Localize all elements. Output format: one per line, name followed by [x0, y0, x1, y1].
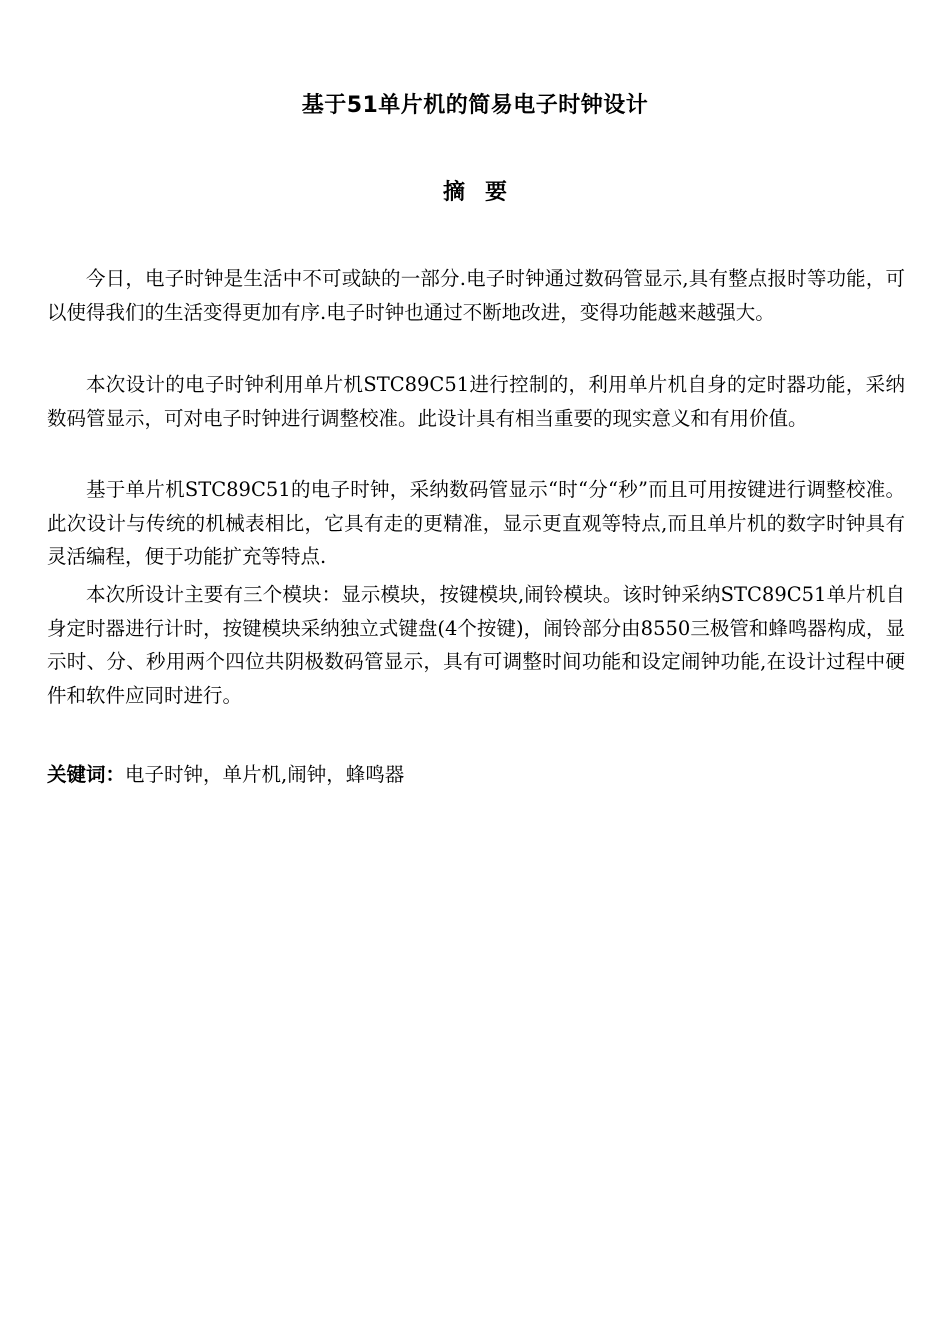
keywords-label: 关键词： [47, 763, 126, 786]
abstract-paragraph-1: 今日，电子时钟是生活中不可或缺的一部分.电子时钟通过数码管显示,具有整点报时等功能，可以使得我们的生活变得更加有序.电子时钟也通过不断地改进，变得功能越来越强大。 [47, 267, 905, 324]
document-title: 基于51单片机的简易电子时钟设计 [301, 93, 649, 118]
keywords-text: 电子时钟，单片机,闹钟，蜂鸣器 [125, 763, 405, 786]
abstract-paragraph-4: 本次所设计主要有三个模块：显示模块，按键模块,闹铃模块。该时钟采纳STC89C51单片机自身定时器进行计时，按键模块采纳独立式键盘(4个按键)，闹铃部分由8550三极管和蜂鸣器构成，显示时、分、秒用两个四位共阴极数码管显示，具有可调整时间功能和设定闹钟功能,在设计过程中硬件和软件应同时进行。 [47, 583, 905, 707]
abstract-heading: 摘要 [442, 180, 527, 205]
abstract-paragraph-2: 本次设计的电子时钟利用单片机STC89C51进行控制的，利用单片机自身的定时器功能，采纳数码管显示，可对电子时钟进行调整校准。此设计具有相当重要的现实意义和有用价值。 [47, 373, 905, 430]
abstract-paragraph-3: 基于单片机STC89C51的电子时钟，采纳数码管显示“时“分“秒”而且可用按键进行调整校准。此次设计与传统的机械表相比，它具有走的更精准，显示更直观等特点,而且单片机的数字时钟具有灵活编程，便于功能扩充等特点. [47, 478, 905, 568]
keywords-line [47, 758, 905, 792]
